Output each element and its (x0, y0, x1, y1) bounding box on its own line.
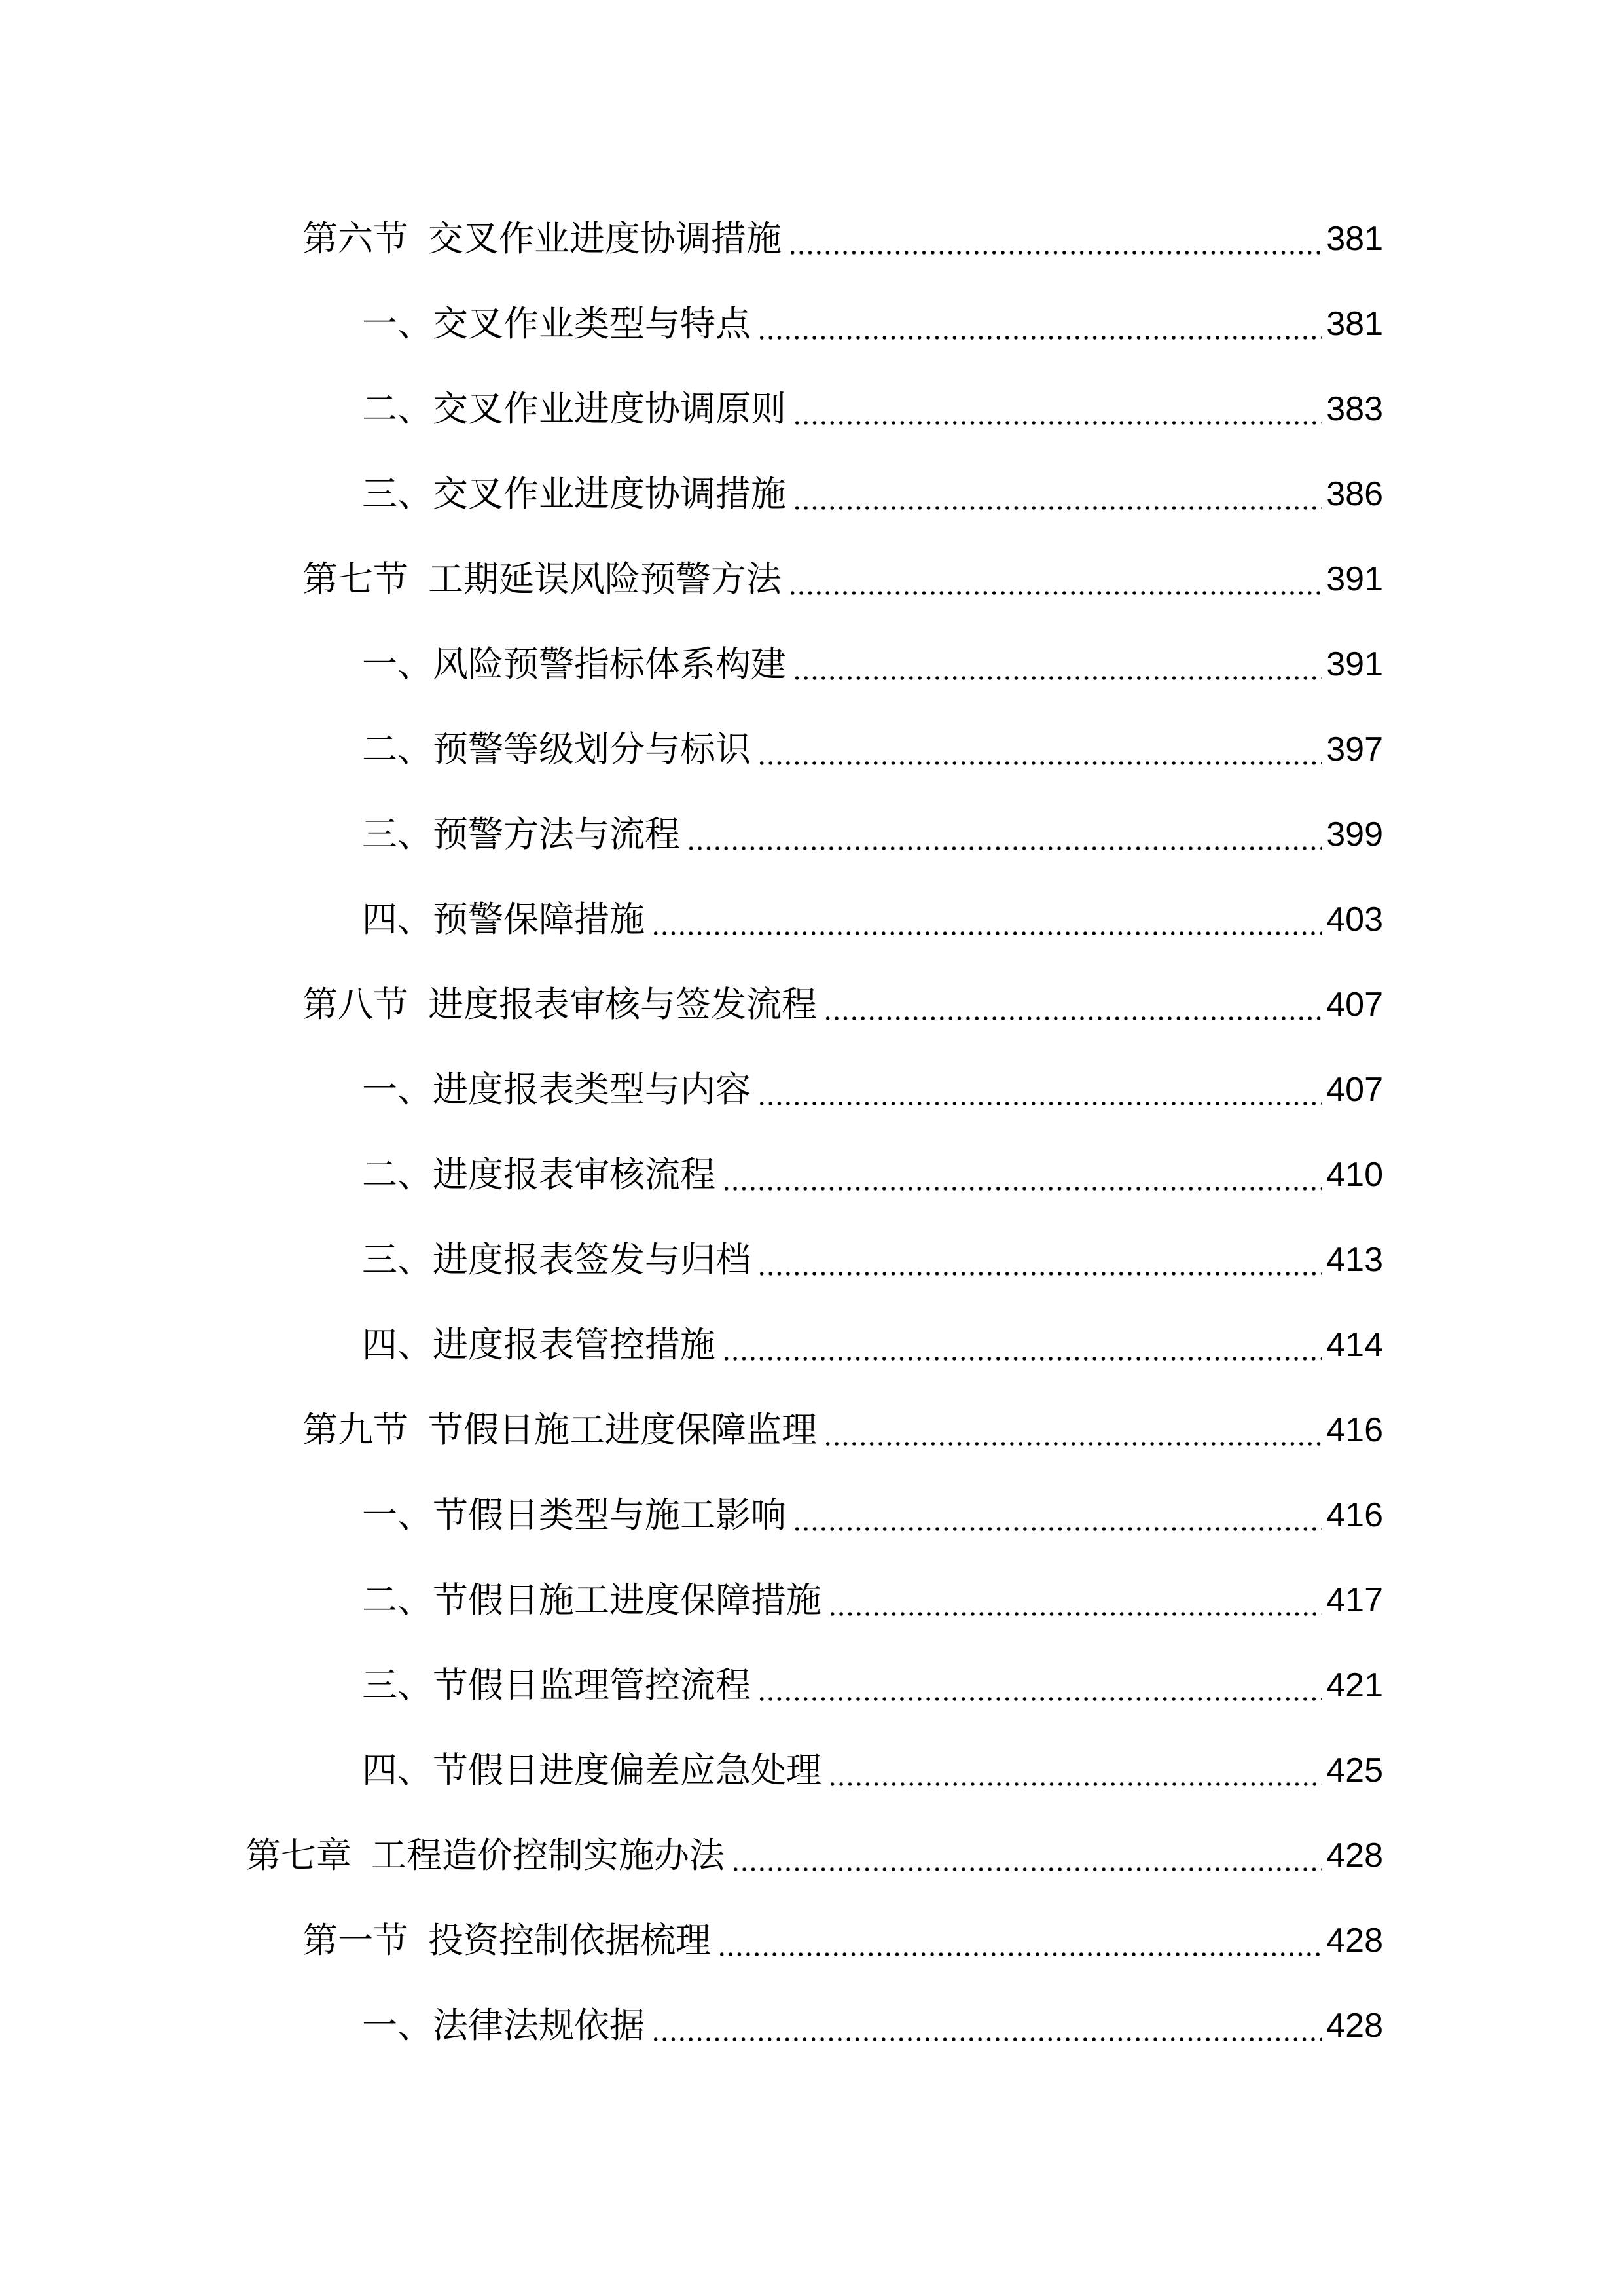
toc-page-number: 399 (1326, 816, 1383, 853)
dot-leader (793, 647, 1322, 682)
toc-entry[interactable] (362, 1558, 1383, 1643)
toc-entry[interactable] (362, 1728, 1383, 1813)
toc-entry-label: 二、进度报表审核流程 (362, 1154, 715, 1195)
toc-page-number: 391 (1326, 645, 1383, 683)
toc-entry-label: 一、进度报表类型与内容 (362, 1069, 751, 1110)
dot-leader (757, 1242, 1322, 1278)
toc-entry-label: 第七节 工期延误风险预警方法 (302, 558, 782, 600)
toc-entry-label: 一、风险预警指标体系构建 (362, 643, 786, 685)
toc-entry[interactable] (362, 1047, 1383, 1132)
dot-leader (687, 817, 1322, 852)
dot-leader (722, 1157, 1322, 1193)
toc-page-number: 381 (1326, 305, 1383, 343)
toc-entry[interactable] (362, 877, 1383, 962)
dot-leader (757, 306, 1322, 342)
dot-leader (828, 1583, 1322, 1618)
toc-entry[interactable] (302, 1898, 1383, 1983)
toc-entry-label: 一、交叉作业类型与特点 (362, 303, 751, 344)
toc-entry[interactable] (245, 1813, 1383, 1898)
toc-entry[interactable] (362, 281, 1383, 367)
toc-entry[interactable] (362, 367, 1383, 452)
dot-leader (717, 1923, 1322, 1958)
toc-entry[interactable] (362, 1473, 1383, 1558)
toc-entry-label: 三、预警方法与流程 (362, 814, 680, 855)
toc-page-number: 381 (1326, 220, 1383, 258)
toc-entry-label: 二、节假日施工进度保障措施 (362, 1579, 821, 1621)
toc-entry-label: 三、交叉作业进度协调措施 (362, 473, 786, 514)
toc-entry[interactable] (362, 1983, 1383, 2068)
toc-page-number: 428 (1326, 2007, 1383, 2045)
toc-entry[interactable] (362, 707, 1383, 792)
toc-page-number: 417 (1326, 1581, 1383, 1619)
toc-entry-label: 一、节假日类型与施工影响 (362, 1494, 786, 1535)
dot-leader (828, 1753, 1322, 1788)
toc-entry-label: 三、节假日监理管控流程 (362, 1664, 751, 1706)
toc-page-number: 428 (1326, 1922, 1383, 1960)
toc-page-number: 428 (1326, 1837, 1383, 1874)
toc-entry-label: 一、法律法规依据 (362, 2005, 645, 2046)
toc-page-number: 397 (1326, 730, 1383, 768)
dot-leader (823, 987, 1322, 1022)
dot-leader (722, 1327, 1322, 1363)
toc-page-number: 413 (1326, 1241, 1383, 1279)
toc-page-number: 407 (1326, 986, 1383, 1024)
toc-entry[interactable] (362, 1643, 1383, 1728)
dot-leader (651, 902, 1322, 937)
toc-entry-label: 第一节 投资控制依据梳理 (302, 1920, 711, 1961)
dot-leader (793, 1498, 1322, 1533)
toc-entry-label: 第六节 交叉作业进度协调措施 (302, 218, 782, 259)
dot-leader (793, 391, 1322, 427)
toc-entry-label: 第八节 进度报表审核与签发流程 (302, 984, 817, 1025)
toc-entry-label: 三、进度报表签发与归档 (362, 1239, 751, 1280)
toc-page-number: 407 (1326, 1071, 1383, 1109)
toc-page-number: 416 (1326, 1496, 1383, 1534)
toc-page-number: 391 (1326, 560, 1383, 598)
toc-entry-label: 第七章 工程造价控制实施办法 (245, 1835, 725, 1876)
dot-leader (651, 2008, 1322, 2043)
toc-entry[interactable] (302, 1388, 1383, 1473)
toc-page-number: 416 (1326, 1411, 1383, 1449)
dot-leader (731, 1838, 1322, 1873)
toc-page-number: 386 (1326, 475, 1383, 513)
toc-entry-label: 四、预警保障措施 (362, 899, 645, 940)
dot-leader (788, 221, 1322, 257)
toc-entry[interactable] (362, 452, 1383, 537)
toc-entry[interactable] (302, 537, 1383, 622)
toc-entry-label: 四、进度报表管控措施 (362, 1324, 715, 1365)
toc-page-number: 383 (1326, 390, 1383, 428)
toc-entry[interactable] (302, 196, 1383, 281)
toc-entry[interactable] (362, 1217, 1383, 1302)
toc-entry-label: 二、预警等级划分与标识 (362, 728, 751, 770)
toc-entry-label: 四、节假日进度偏差应急处理 (362, 1749, 821, 1791)
dot-leader (788, 562, 1322, 597)
dot-leader (757, 1668, 1322, 1703)
dot-leader (757, 732, 1322, 767)
toc-entry[interactable] (302, 962, 1383, 1047)
toc-entry[interactable] (362, 792, 1383, 877)
toc-entry-label: 二、交叉作业进度协调原则 (362, 388, 786, 429)
toc-page-number: 410 (1326, 1156, 1383, 1194)
dot-leader (793, 476, 1322, 512)
toc-entry[interactable] (362, 622, 1383, 707)
toc-page-number: 421 (1326, 1666, 1383, 1704)
toc-entry[interactable] (362, 1132, 1383, 1217)
toc-entry[interactable] (362, 1302, 1383, 1388)
dot-leader (757, 1072, 1322, 1107)
toc-entry-label: 第九节 节假日施工进度保障监理 (302, 1409, 817, 1450)
toc-page-number: 414 (1326, 1326, 1383, 1364)
dot-leader (823, 1412, 1322, 1448)
toc-page-number: 403 (1326, 901, 1383, 939)
toc-page-number: 425 (1326, 1751, 1383, 1789)
